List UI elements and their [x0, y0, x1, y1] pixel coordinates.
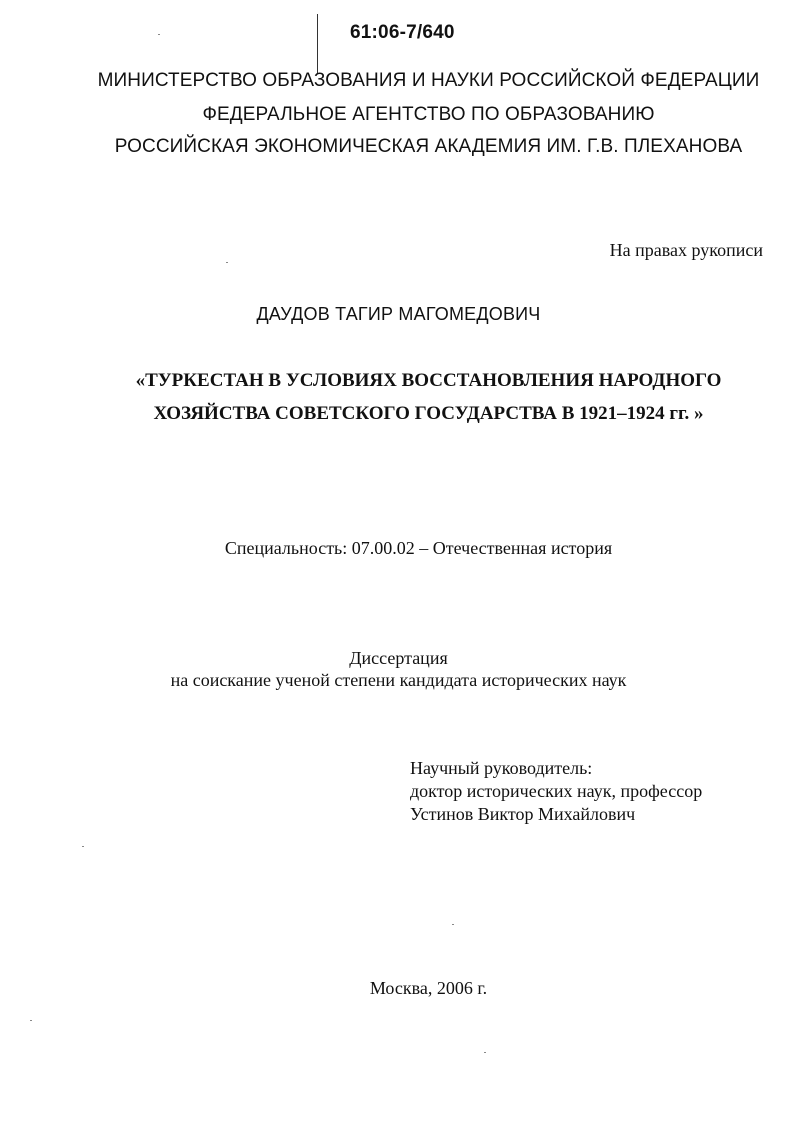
margin-line [317, 14, 318, 74]
library-stamp-code: 61:06-7/640 [350, 22, 455, 43]
academy-heading: РОССИЙСКАЯ ЭКОНОМИЧЕСКАЯ АКАДЕМИЯ ИМ. Г.В. ПЛЕХАНОВА [114, 136, 743, 157]
specialty-line: Специальность: 07.00.02 – Отечественная история [224, 538, 613, 558]
supervisor-label: Научный руководитель: [410, 758, 593, 778]
scan-speck [30, 1020, 32, 1021]
supervisor-degree: доктор исторических наук, профессор [410, 781, 703, 801]
manuscript-rights-note: На правах рукописи [609, 240, 763, 260]
dissertation-title-line-1: «ТУРКЕСТАН В УСЛОВИЯХ ВОССТАНОВЛЕНИЯ НАРОДНОГО [135, 370, 722, 391]
agency-heading: ФЕДЕРАЛЬНОЕ АГЕНТСТВО ПО ОБРАЗОВАНИЮ [202, 104, 655, 125]
place-and-year: Москва, 2006 г. [369, 978, 488, 998]
dissertation-title-line-2: ХОЗЯЙСТВА СОВЕТСКОГО ГОСУДАРСТВА В 1921–1924 гг. » [153, 403, 704, 424]
ministry-heading: МИНИСТЕРСТВО ОБРАЗОВАНИЯ И НАУКИ РОССИЙСКОЙ ФЕДЕРАЦИИ [97, 70, 760, 91]
author-name: ДАУДОВ ТАГИР МАГОМЕДОВИЧ [256, 304, 541, 324]
scan-speck [452, 924, 454, 925]
scan-speck [226, 262, 228, 263]
dissertation-label: Диссертация [349, 648, 448, 668]
scan-speck [484, 1052, 486, 1053]
scan-speck [82, 846, 84, 847]
scan-speck [158, 34, 160, 35]
supervisor-name: Устинов Виктор Михайлович [410, 804, 636, 824]
degree-purpose: на соискание ученой степени кандидата исторических наук [170, 670, 627, 690]
